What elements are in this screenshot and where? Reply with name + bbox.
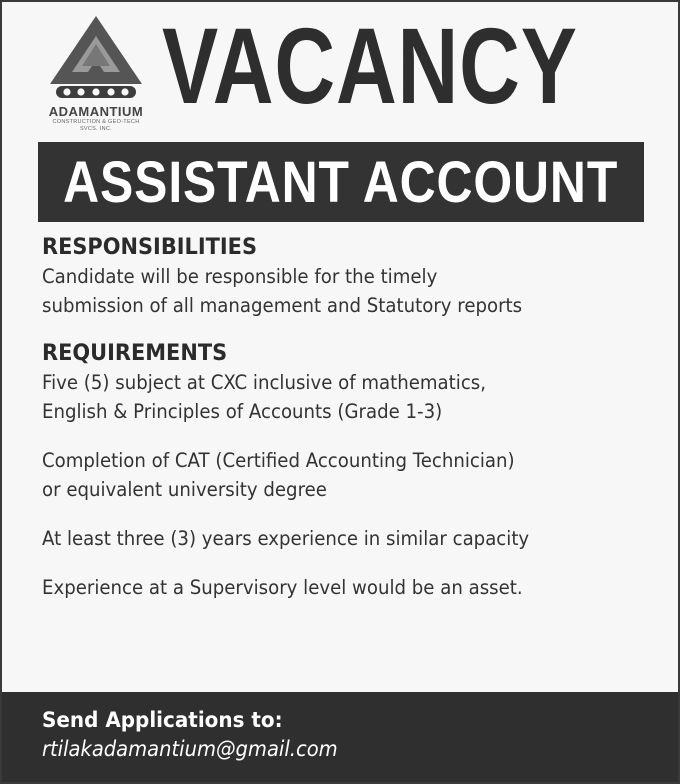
logo-subtitle-line1: CONSTRUCTION & GEO-TECH [52, 119, 140, 125]
send-applications-label: Send Applications to: [42, 708, 283, 732]
requirement-line: Five (5) subject at CXC inclusive of mathematics, [42, 371, 487, 394]
requirements-heading: REQUIREMENTS [42, 341, 228, 366]
application-footer [2, 692, 678, 782]
application-email[interactable]: rtilakadamantium@gmail.com [42, 737, 338, 761]
requirement-line: or equivalent university degree [42, 478, 327, 501]
adamantium-logo-icon [48, 14, 144, 102]
responsibilities-heading: RESPONSIBILITIES [42, 235, 257, 260]
requirement-line: At least three (3) years experience in similar capacity [42, 527, 530, 550]
vacancy-title: VACANCY [162, 5, 578, 126]
responsibilities-line: Candidate will be responsible for the timely [42, 265, 438, 288]
requirement-line: English & Principles of Accounts (Grade 1-3) [42, 400, 443, 423]
requirement-line: Completion of CAT (Certified Accounting Technician) [42, 449, 515, 472]
logo-company-name: ADAMANTIUM [48, 104, 144, 119]
company-logo [30, 14, 162, 133]
ad-content [42, 234, 662, 602]
position-title: ASSISTANT ACCOUNT [63, 149, 619, 215]
responsibilities-line: submission of all management and Statutory reports [42, 294, 523, 317]
position-banner [38, 142, 644, 222]
logo-subtitle-line2: SVCS. INC. [79, 126, 113, 132]
requirement-line: Experience at a Supervisory level would be an asset. [42, 576, 523, 599]
